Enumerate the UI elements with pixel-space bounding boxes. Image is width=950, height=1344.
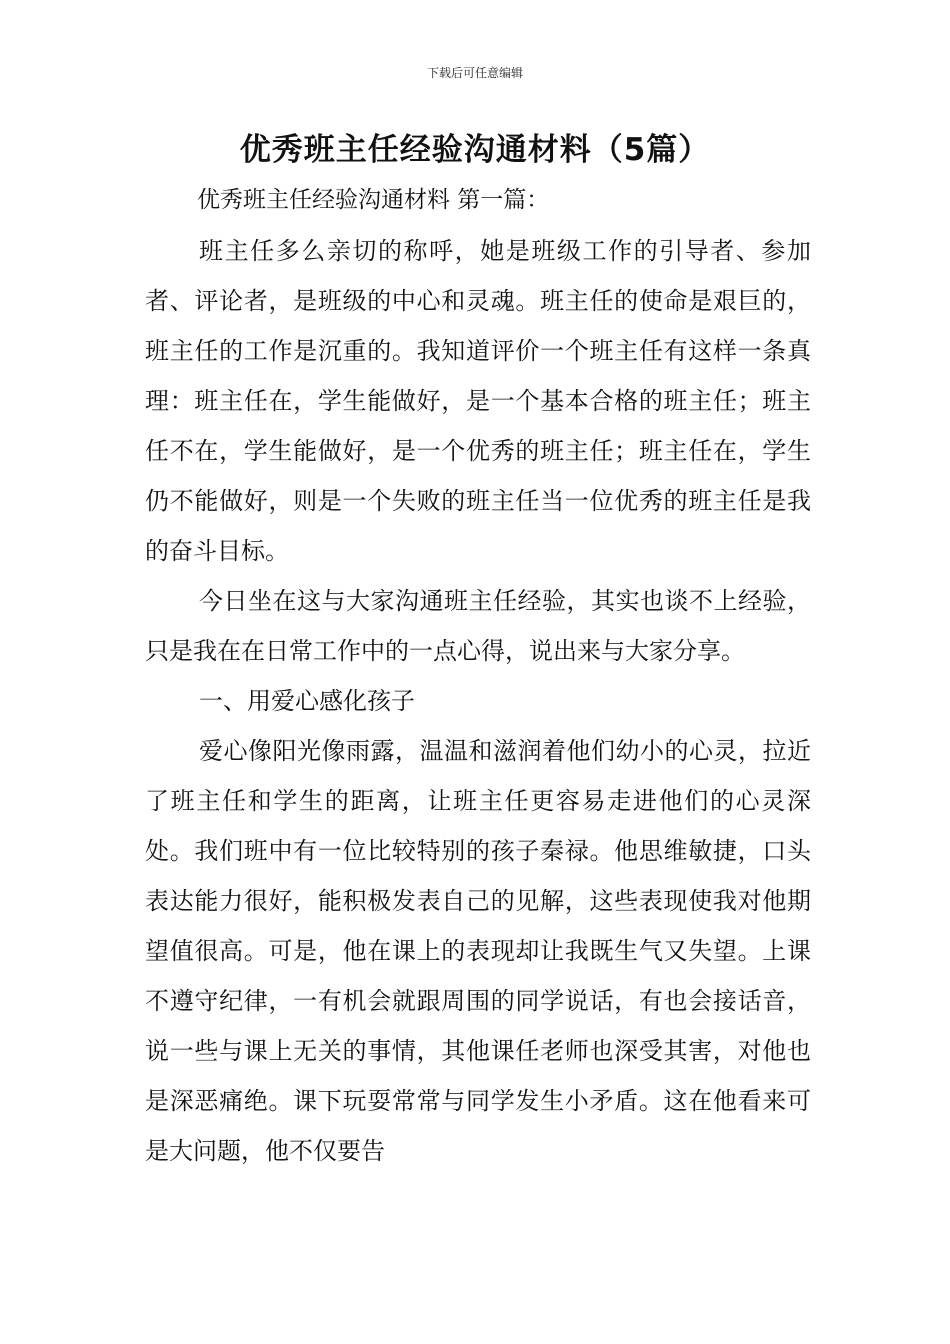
section-heading-love: 一、用爱心感化孩子 (199, 687, 415, 715)
paragraph-love: 爱心像阳光像雨露，温温和滋润着他们幼小的心灵，拉近了班主任和学生的距离，让班主任更容易走进他们的心灵深处。我们班中有一位比较特别的孩子秦禄。他思维敏捷，口头表达能力很好，能积极发表自己的见解，这些表现使我对他期望值很高。可是，他在课上的表现却让我既生气又失望。上课不遵守纪律，一有机会就跟周围的同学说话，有也会接话音，说一些与课上无关的事情，其他课任老师也深受其害，对他也是深恶痛绝。课下玩耍常常与同学发生小矛盾。这在他看来可是大问题，他不仅要告 (145, 737, 811, 1165)
section-subtitle: 优秀班主任经验沟通材料 第一篇： (197, 187, 550, 213)
header-note: 下载后可任意编辑 (426, 66, 523, 80)
document-body (145, 226, 811, 1176)
paragraph-sharing: 今日坐在这与大家沟通班主任经验，其实也谈不上经验，只是我在在日常工作中的一点心得，说出来与大家分享。 (145, 587, 811, 665)
paragraph-intro: 班主任多么亲切的称呼，她是班级工作的引导者、参加者、评论者，是班级的中心和灵魂。班主任的使命是艰巨的，班主任的工作是沉重的。我知道评价一个班主任有这样一条真理：班主任在，学生能做好，是一个基本合格的班主任；班主任不在，学生能做好，是一个优秀的班主任；班主任在，学生仍不能做好，则是一个失败的班主任当一位优秀的班主任是我的奋斗目标。 (145, 237, 811, 565)
document-title: 优秀班主任经验沟通材料（5篇） (239, 132, 711, 168)
